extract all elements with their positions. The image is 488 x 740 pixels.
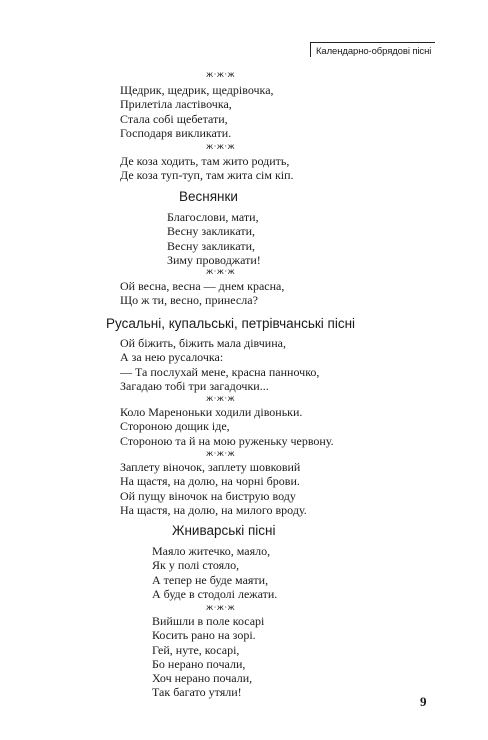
verse-line: Щедрик, щедрик, щедрівочка,	[120, 83, 274, 97]
verse-line: Вийшли в поле косарі	[152, 614, 265, 628]
verse-line: Господаря викликати.	[120, 125, 232, 140]
verse-line: Як у полі стояло,	[152, 558, 240, 573]
stanza	[152, 614, 264, 700]
running-header: Календарно-обрядові пісні	[310, 42, 435, 57]
verse-line: Коло Мареноньки ходили дівоньки.	[120, 405, 303, 419]
stanza-separator: ж·ж·ж	[206, 449, 236, 458]
stanza	[120, 405, 334, 448]
verse-line: Зиму проводжати!	[167, 252, 261, 267]
verse-line: А за нею русалочка:	[120, 350, 224, 365]
verse-line: Так багато утяли!	[152, 685, 242, 700]
section-title-zhnyvarski: Жниварські пісні	[172, 523, 276, 538]
stanza-separator: ж·ж·ж	[206, 394, 236, 403]
page-number: 9	[420, 694, 427, 709]
verse-line: А тепер не буде маяти,	[152, 572, 269, 587]
stanza	[120, 154, 294, 183]
verse-line: На щастя, на долю, на чорні брови.	[120, 474, 300, 489]
verse-line: Стороною дощик іде,	[120, 419, 230, 434]
stanza-separator: ж·ж·ж	[206, 70, 236, 79]
verse-line: Бо нерано почали,	[152, 656, 246, 671]
verse-line: Ой біжить, біжить мала дівчина,	[120, 336, 286, 350]
stanza	[167, 210, 261, 267]
verse-line: Заплету віночок, заплету шовковий	[120, 460, 301, 474]
stanza	[120, 279, 284, 308]
verse-line: Де коза ходить, там жито родить,	[120, 154, 290, 168]
verse-line: Ой пущу віночок на биструю воду	[120, 488, 296, 503]
verse-line: А буде в стодолі лежати.	[152, 586, 278, 601]
verse-line: Косить рано на зорі.	[152, 628, 256, 643]
stanza	[120, 460, 307, 517]
verse-line: На щастя, на долю, на милого вроду.	[120, 502, 307, 517]
verse-line: Прилетіла ластівочка,	[120, 97, 232, 112]
stanza	[152, 544, 277, 601]
verse-line: Ой весна, весна — днем красна,	[120, 279, 285, 293]
verse-line: Благослови, мати,	[167, 210, 259, 224]
verse-line: — Та послухай мене, красна панночко,	[120, 364, 320, 379]
stanza	[120, 336, 319, 393]
stanza-separator: ж·ж·ж	[206, 267, 236, 276]
stanza-separator: ж·ж·ж	[206, 142, 236, 151]
verse-line: Що ж ти, весно, принесла?	[120, 293, 258, 308]
stanza-separator: ж·ж·ж	[206, 603, 236, 612]
section-title-vesnianky: Веснянки	[179, 189, 238, 204]
section-title-rusalni: Русальні, купальські, петрівчанські пісні	[106, 316, 356, 331]
verse-line: Маяло житечко, маяло,	[152, 544, 271, 558]
verse-line: Де коза туп-туп, там жита сім кіп.	[120, 168, 294, 183]
verse-line: Загадаю тобі три загадочки...	[120, 378, 269, 393]
verse-line: Гей, нуте, косарі,	[152, 642, 240, 657]
verse-line: Хоч нерано почали,	[152, 671, 253, 686]
verse-line: Весну закликати,	[167, 238, 256, 253]
stanza	[120, 83, 274, 140]
verse-line: Стала собі щебетати,	[120, 111, 228, 126]
verse-line: Стороною та й на мою руженьку червону.	[120, 433, 334, 448]
verse-line: Весну закликати,	[167, 224, 256, 239]
